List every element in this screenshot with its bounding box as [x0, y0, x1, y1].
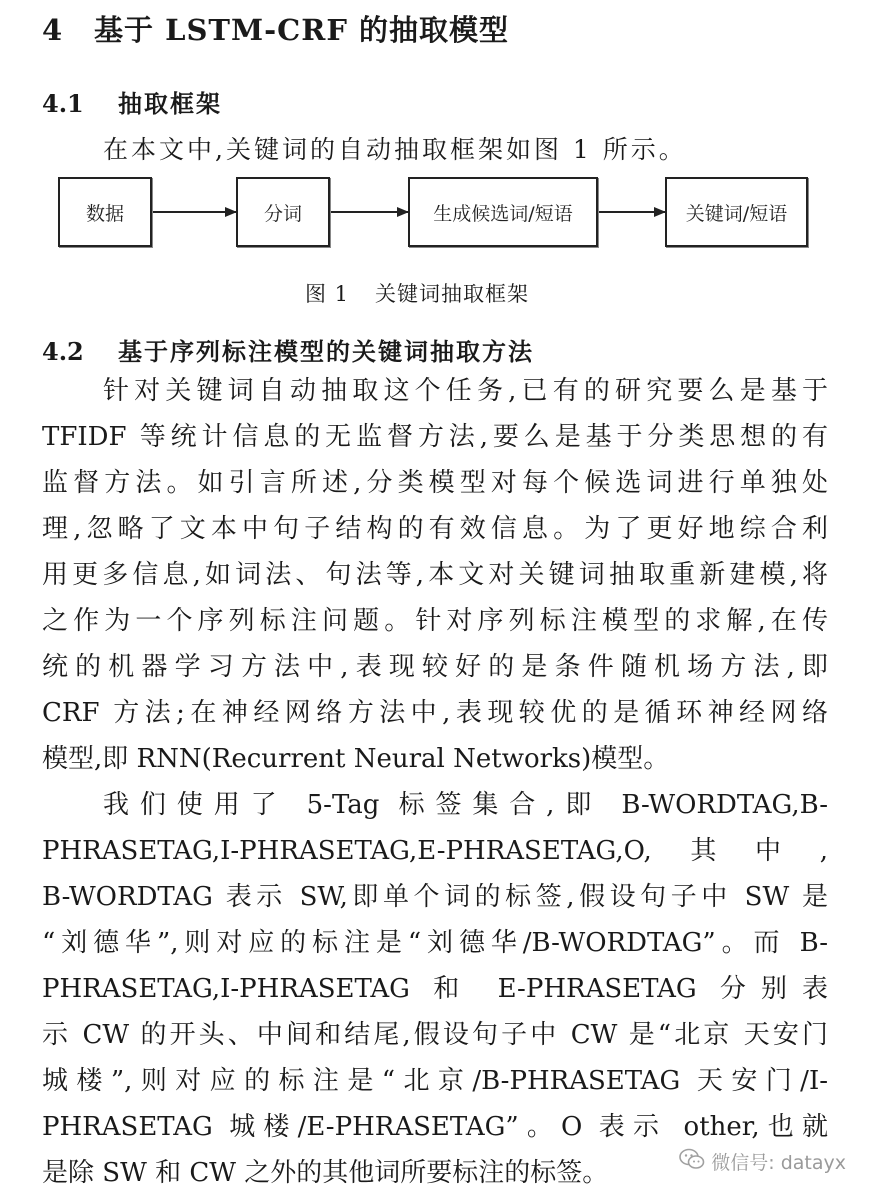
- subsection-number: 4.1: [42, 89, 84, 118]
- paragraph-line: 城楼”,则对应的标注是“北京/B-PHRASETAG 天安门/I-: [42, 1066, 828, 1096]
- paragraph-line: 示 CW 的开头、中间和结尾,假设句子中 CW 是“北京 天安门: [42, 1020, 828, 1050]
- paragraph-line: 模型,即 RNN(Recurrent Neural Networks)模型。: [42, 744, 670, 774]
- flow-box-generate-candidates: 生成候选词/短语: [408, 177, 598, 247]
- paragraph-line: CRF 方法;在神经网络方法中,表现较优的是循环神经网络: [42, 698, 828, 728]
- paragraph-line: 针对关键词自动抽取这个任务,已有的研究要么是基于: [103, 376, 828, 406]
- section-number: 4: [42, 13, 64, 47]
- paragraph-line: B-WORDTAG 表示 SW,即单个词的标签,假设句子中 SW 是: [42, 882, 828, 912]
- paragraph-line: PHRASETAG 城楼/E-PHRASETAG”。O 表示 other,也就: [42, 1112, 828, 1142]
- figure-caption: [305, 278, 529, 308]
- paragraph-line: 统的机器学习方法中,表现较好的是条件随机场方法,即: [42, 652, 828, 682]
- paragraph-line: PHRASETAG,I-PHRASETAG 和 E-PHRASETAG 分别表: [42, 974, 828, 1004]
- framework-diagram: [0, 0, 870, 260]
- watermark-text: 微信号: datayx: [711, 1152, 846, 1174]
- paragraph-2: [42, 782, 828, 1196]
- subsection-number: 4.2: [42, 337, 84, 366]
- flow-box-segmentation: 分词: [236, 177, 330, 247]
- subsection-heading-method: [42, 332, 534, 367]
- intro-sentence: 在本文中,关键词的自动抽取框架如图 1 所示。: [103, 135, 687, 164]
- paragraph-line: TFIDF 等统计信息的无监督方法,要么是基于分类思想的有: [42, 422, 828, 452]
- flow-box-keywords: 关键词/短语: [665, 177, 808, 247]
- paragraph-line: 监督方法。如引言所述,分类模型对每个候选词进行单独处: [42, 468, 828, 498]
- paragraph-1: [42, 368, 828, 782]
- subsection-title: 抽取框架: [118, 89, 222, 118]
- paragraph-line: 是除 SW 和 CW 之外的其他词所要标注的标签。: [42, 1158, 609, 1188]
- paragraph-line: PHRASETAG,I-PHRASETAG,E-PHRASETAG,O,其中,: [42, 836, 828, 866]
- figure-title: 关键词抽取框架: [375, 282, 530, 306]
- wechat-icon: [679, 1148, 705, 1175]
- paragraph-line: 我们使用了 5-Tag 标签集合,即 B-WORDTAG,B-: [103, 790, 828, 820]
- paragraph-line: 理,忽略了文本中句子结构的有效信息。为了更好地综合利: [42, 514, 828, 544]
- subsection-title: 基于序列标注模型的关键词抽取方法: [118, 337, 534, 366]
- figure-label: 图 1: [305, 282, 350, 306]
- paragraph-line: “刘德华”,则对应的标注是“刘德华/B-WORDTAG”。而 B-: [42, 928, 828, 958]
- section-title: 基于 LSTM-CRF 的抽取模型: [94, 13, 510, 47]
- flow-box-data: 数据: [58, 177, 152, 247]
- watermark: [675, 1146, 850, 1177]
- paragraph-line: 之作为一个序列标注问题。针对序列标注模型的求解,在传: [42, 606, 828, 636]
- paragraph-line: 用更多信息,如词法、句法等,本文对关键词抽取重新建模,将: [42, 560, 828, 590]
